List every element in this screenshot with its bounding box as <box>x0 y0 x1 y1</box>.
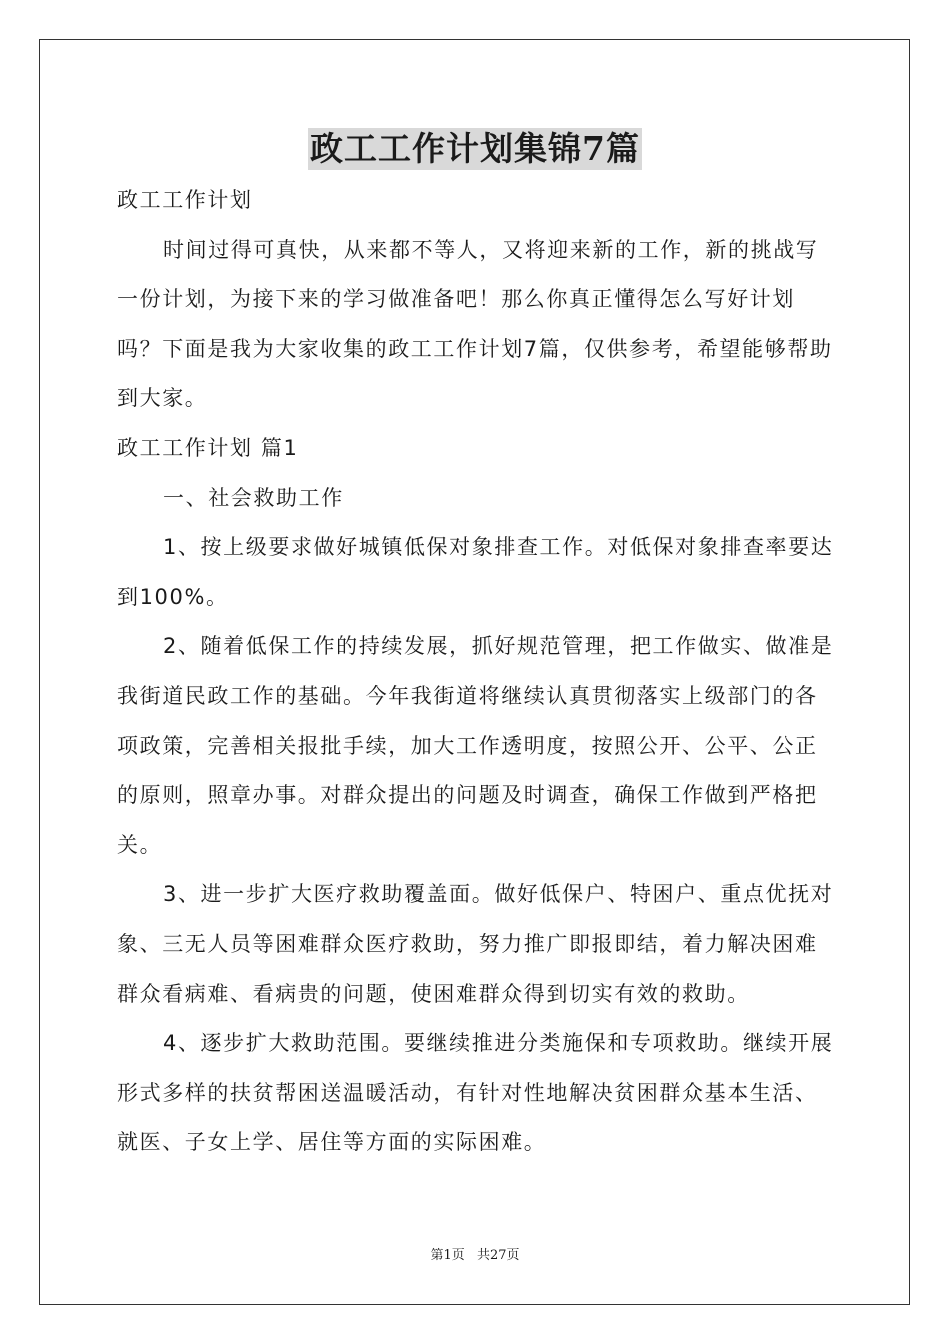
list-item: 4、逐步扩大救助范围。要继续推进分类施保和专项救助。继续开展形式多样的扶贫帮困送温暖活动，有针对性地解决贫困群众基本生活、就医、子女上学、居住等方面的实际困难。 <box>117 1031 834 1155</box>
intro-paragraph: 时间过得可真快，从来都不等人，又将迎来新的工作，新的挑战写一份计划，为接下来的学习做准备吧！那么你真正懂得怎么写好计划吗？下面是我为大家收集的政工工作计划7篇，仅供参考，希望能够帮助到大家。 <box>117 237 833 411</box>
page-footer <box>0 1247 950 1265</box>
list-item: 1、按上级要求做好城镇低保对象排查工作。对低保对象排查率要达到100%。 <box>117 535 834 609</box>
intro-heading: 政工工作计划 <box>117 188 253 212</box>
page-number: 第1页 <box>430 1248 465 1263</box>
subheading: 一、社会救助工作 <box>163 485 344 510</box>
section-heading: 政工工作计划 篇1 <box>117 435 299 460</box>
list-item: 3、进一步扩大医疗救助覆盖面。做好低保户、特困户、重点优抚对象、三无人员等困难群众医疗救助，努力推广即报即结，着力解决困难群众看病难、看病贵的问题，使困难群众得到切实有效的救助。 <box>117 882 834 1006</box>
list-item: 2、随着低保工作的持续发展，抓好规范管理，把工作做实、做准是我街道民政工作的基础。今年我街道将继续认真贯彻落实上级部门的各项政策，完善相关报批手续，加大工作透明度，按照公开、公平、公正的原则，照章办事。对群众提出的问题及时调查，确保工作做到严格把关。 <box>117 634 834 857</box>
document-title: 政工工作计划集锦7篇 <box>310 129 640 168</box>
title-container <box>0 128 950 170</box>
page-total: 共27页 <box>476 1248 520 1263</box>
document-body <box>117 176 835 1168</box>
